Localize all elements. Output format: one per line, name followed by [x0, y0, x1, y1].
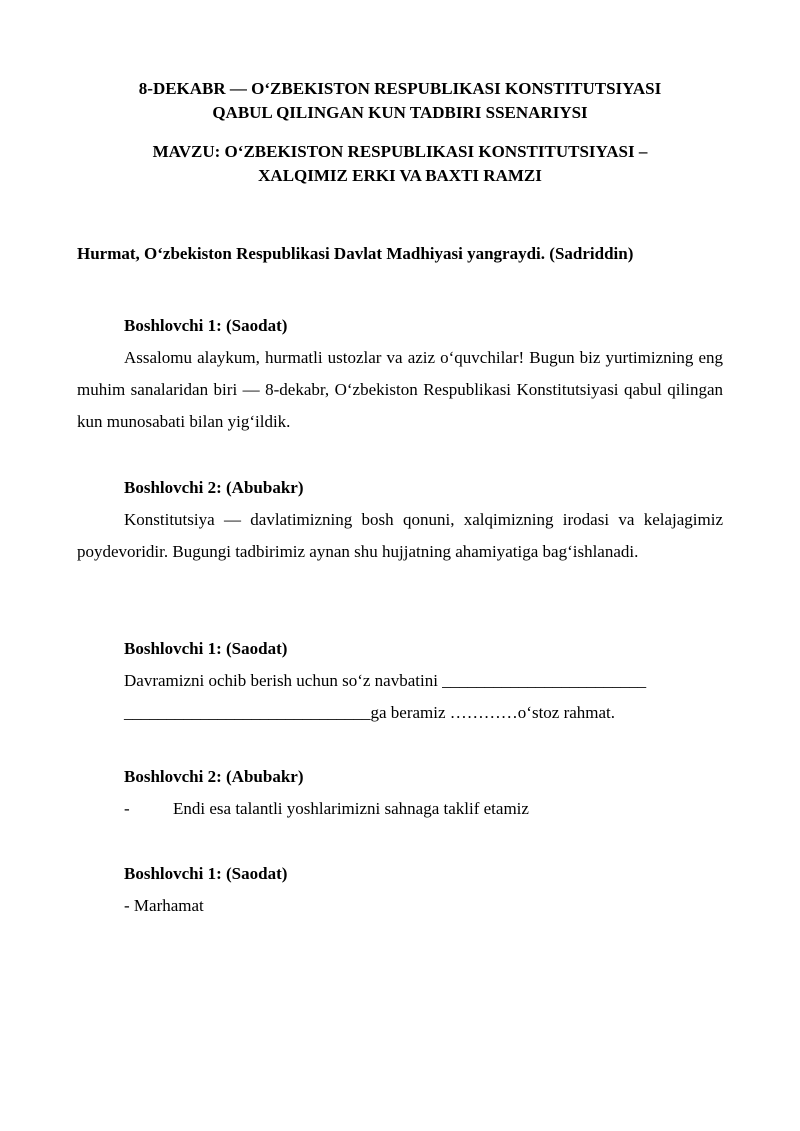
document-title: [77, 77, 723, 125]
speaker-label: Boshlovchi 2: (Abubakr): [124, 478, 304, 497]
title-line-2: QABUL QILINGAN KUN TADBIRI SSENARIYSI: [212, 103, 588, 122]
section-2: [77, 476, 723, 568]
list-dash: -: [124, 799, 130, 818]
section-1: [77, 314, 723, 438]
subtitle-line-2: XALQIMIZ ERKI VA BAXTI RAMZI: [258, 166, 542, 185]
speaker-label: Boshlovchi 1: (Saodat): [124, 316, 288, 335]
anthem-line: Hurmat, O‘zbekiston Respublikasi Davlat Madhiyasi yangraydi. (Sadriddin): [77, 244, 634, 263]
speaker-label: Boshlovchi 1: (Saodat): [124, 639, 288, 658]
subtitle-line-1: MAVZU: O‘ZBEKISTON RESPUBLIKASI KONSTITUTSIYASI –: [152, 142, 648, 161]
speaker-text-line-2: _____________________________ga beramiz …………o‘stoz rahmat.: [124, 703, 616, 722]
speaker-text: - Marhamat: [124, 896, 204, 915]
title-line-1: 8-DEKABR — O‘ZBEKISTON RESPUBLIKASI KONSTITUTSIYASI: [138, 79, 662, 98]
document-subtitle: [77, 140, 723, 188]
speaker-text-line-1: Davramizni ochib berish uchun so‘z navbatini ________________________: [124, 671, 647, 690]
speaker-text: Assalomu alaykum, hurmatli ustozlar va aziz o‘quvchilar! Bugun biz yurtimizning eng muhim sanalaridan biri — 8-dekabr, O‘zbekiston Respublikasi Konstitutsiyasi qabul qilingan kun munosabati bilan yig‘ildik.: [77, 348, 723, 431]
speaker-label: Boshlovchi 1: (Saodat): [124, 864, 288, 883]
section-3: [77, 637, 723, 729]
speaker-text: Konstitutsiya — davlatimizning bosh qonuni, xalqimizning irodasi va kelajagimiz poydevoridir. Bugungi tadbirimiz aynan shu hujjatning ahamiyatiga bag‘ishlanadi.: [77, 510, 723, 561]
section-5: [77, 862, 723, 922]
speaker-label: Boshlovchi 2: (Abubakr): [124, 767, 304, 786]
dash-list-item: [77, 793, 723, 825]
speaker-text: Endi esa talantli yoshlarimizni sahnaga taklif etamiz: [173, 799, 529, 818]
section-4: [77, 765, 723, 825]
